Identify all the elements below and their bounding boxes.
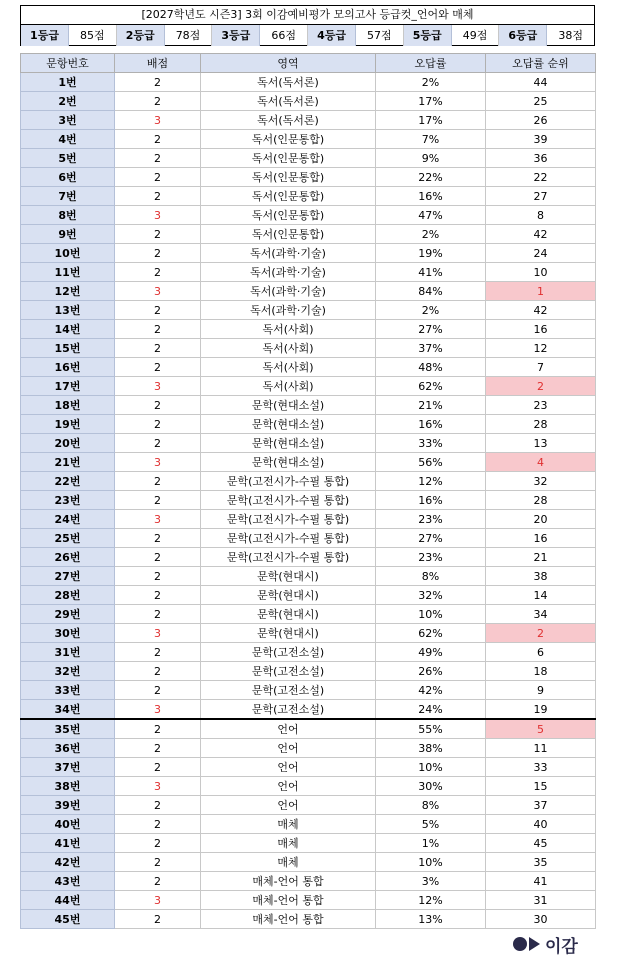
score-cell: 3	[115, 777, 201, 796]
table-row	[21, 187, 596, 206]
score-cell: 2	[115, 415, 201, 434]
area-cell: 매체-언어 통합	[201, 910, 376, 929]
table-row	[21, 815, 596, 834]
wrong-rate-rank-cell: 31	[486, 891, 596, 910]
table-row	[21, 700, 596, 720]
grade-cut-score: 85점	[69, 25, 117, 46]
wrong-rate-cell: 16%	[376, 187, 486, 206]
table-row	[21, 643, 596, 662]
grade-label: 5등급	[404, 25, 452, 46]
area-cell: 언어	[201, 758, 376, 777]
table-body	[21, 73, 596, 929]
table-row	[21, 567, 596, 586]
wrong-rate-rank-cell: 41	[486, 872, 596, 891]
question-number: 30번	[21, 624, 115, 643]
score-cell: 2	[115, 681, 201, 700]
table-row	[21, 111, 596, 130]
table-row	[21, 244, 596, 263]
table-row	[21, 739, 596, 758]
wrong-rate-rank-cell: 22	[486, 168, 596, 187]
question-number: 36번	[21, 739, 115, 758]
area-cell: 독서(인문통합)	[201, 225, 376, 244]
wrong-rate-rank-cell: 21	[486, 548, 596, 567]
score-cell: 2	[115, 73, 201, 92]
question-number: 3번	[21, 111, 115, 130]
area-cell: 언어	[201, 777, 376, 796]
grade-cut-score: 49점	[452, 25, 500, 46]
question-number: 24번	[21, 510, 115, 529]
area-cell: 독서(인문통합)	[201, 168, 376, 187]
score-cell: 2	[115, 225, 201, 244]
wrong-rate-rank-cell: 32	[486, 472, 596, 491]
wrong-rate-rank-cell: 6	[486, 643, 596, 662]
logo-triangle-icon	[529, 937, 540, 951]
wrong-rate-cell: 23%	[376, 548, 486, 567]
question-number: 26번	[21, 548, 115, 567]
table-row	[21, 472, 596, 491]
question-number: 8번	[21, 206, 115, 225]
table-row	[21, 681, 596, 700]
wrong-rate-rank-cell: 1	[486, 282, 596, 301]
table-row	[21, 339, 596, 358]
wrong-rate-cell: 3%	[376, 872, 486, 891]
wrong-rate-rank-cell: 23	[486, 396, 596, 415]
wrong-rate-rank-cell: 18	[486, 662, 596, 681]
question-number: 39번	[21, 796, 115, 815]
table-row	[21, 586, 596, 605]
area-cell: 독서(독서론)	[201, 111, 376, 130]
wrong-rate-cell: 17%	[376, 111, 486, 130]
wrong-rate-cell: 5%	[376, 815, 486, 834]
area-cell: 문학(현대시)	[201, 586, 376, 605]
wrong-rate-cell: 13%	[376, 910, 486, 929]
score-cell: 2	[115, 92, 201, 111]
wrong-rate-rank-cell: 36	[486, 149, 596, 168]
wrong-rate-rank-cell: 40	[486, 815, 596, 834]
wrong-rate-rank-cell: 15	[486, 777, 596, 796]
table-row	[21, 301, 596, 320]
wrong-rate-cell: 8%	[376, 567, 486, 586]
score-cell: 3	[115, 377, 201, 396]
wrong-rate-cell: 10%	[376, 853, 486, 872]
question-number: 44번	[21, 891, 115, 910]
wrong-rate-cell: 1%	[376, 834, 486, 853]
logo-text: 이감	[545, 936, 578, 957]
area-cell: 문학(고전소설)	[201, 662, 376, 681]
wrong-rate-rank-cell: 34	[486, 605, 596, 624]
question-number: 19번	[21, 415, 115, 434]
question-number: 45번	[21, 910, 115, 929]
question-number: 43번	[21, 872, 115, 891]
grade-cut-score: 66점	[260, 25, 308, 46]
grade-cut-score: 38점	[558, 29, 583, 42]
table-row	[21, 149, 596, 168]
table-header-row	[21, 54, 596, 73]
question-number: 25번	[21, 529, 115, 548]
table-row	[21, 872, 596, 891]
table-row	[21, 225, 596, 244]
wrong-rate-rank-cell: 9	[486, 681, 596, 700]
wrong-rate-cell: 37%	[376, 339, 486, 358]
area-cell: 문학(고전시가-수필 통합)	[201, 491, 376, 510]
score-cell: 2	[115, 244, 201, 263]
area-cell: 독서(사회)	[201, 339, 376, 358]
wrong-rate-rank-cell: 14	[486, 586, 596, 605]
wrong-rate-cell: 55%	[376, 719, 486, 739]
grade-label: 6등급	[499, 25, 547, 46]
score-cell: 3	[115, 624, 201, 643]
question-number: 23번	[21, 491, 115, 510]
wrong-rate-cell: 16%	[376, 491, 486, 510]
wrong-rate-rank-cell: 38	[486, 567, 596, 586]
table-row	[21, 73, 596, 92]
area-cell: 문학(고전시가-수필 통합)	[201, 472, 376, 491]
question-number: 27번	[21, 567, 115, 586]
score-cell: 2	[115, 643, 201, 662]
area-cell: 매체	[201, 815, 376, 834]
table-row	[21, 891, 596, 910]
wrong-rate-rank-cell: 7	[486, 358, 596, 377]
grade-cut-score: 78점	[165, 25, 213, 46]
wrong-rate-rank-cell: 27	[486, 187, 596, 206]
question-number: 41번	[21, 834, 115, 853]
score-cell: 2	[115, 739, 201, 758]
table-row	[21, 491, 596, 510]
question-number: 34번	[21, 700, 115, 720]
question-number: 12번	[21, 282, 115, 301]
question-number: 37번	[21, 758, 115, 777]
area-cell: 독서(사회)	[201, 377, 376, 396]
table-row	[21, 605, 596, 624]
score-cell: 2	[115, 320, 201, 339]
wrong-rate-cell: 16%	[376, 415, 486, 434]
table-row	[21, 719, 596, 739]
score-cell: 2	[115, 472, 201, 491]
score-cell: 2	[115, 187, 201, 206]
area-cell: 문학(현대시)	[201, 567, 376, 586]
question-number: 4번	[21, 130, 115, 149]
wrong-rate-cell: 27%	[376, 320, 486, 339]
wrong-rate-cell: 17%	[376, 92, 486, 111]
score-cell: 2	[115, 491, 201, 510]
question-number: 20번	[21, 434, 115, 453]
column-header: 배점	[115, 54, 201, 73]
question-number: 15번	[21, 339, 115, 358]
score-cell: 2	[115, 263, 201, 282]
area-cell: 문학(현대시)	[201, 624, 376, 643]
score-cell: 2	[115, 396, 201, 415]
logo-circle-icon	[513, 937, 527, 951]
question-number: 1번	[21, 73, 115, 92]
table-row	[21, 358, 596, 377]
table-row	[21, 796, 596, 815]
wrong-rate-rank-cell: 13	[486, 434, 596, 453]
grade-label: 3등급	[212, 25, 260, 46]
wrong-rate-cell: 24%	[376, 700, 486, 720]
table-row	[21, 662, 596, 681]
question-number: 42번	[21, 853, 115, 872]
wrong-rate-cell: 27%	[376, 529, 486, 548]
score-cell: 2	[115, 758, 201, 777]
wrong-rate-rank-cell: 11	[486, 739, 596, 758]
score-cell: 2	[115, 605, 201, 624]
score-cell: 2	[115, 168, 201, 187]
question-number: 28번	[21, 586, 115, 605]
wrong-rate-rank-cell: 26	[486, 111, 596, 130]
wrong-rate-rank-cell: 8	[486, 206, 596, 225]
question-number: 35번	[21, 719, 115, 739]
table-row	[21, 624, 596, 643]
wrong-rate-rank-cell: 30	[486, 910, 596, 929]
wrong-rate-rank-cell: 42	[486, 301, 596, 320]
wrong-rate-cell: 26%	[376, 662, 486, 681]
wrong-rate-cell: 22%	[376, 168, 486, 187]
score-cell: 2	[115, 910, 201, 929]
wrong-rate-cell: 62%	[376, 624, 486, 643]
area-cell: 언어	[201, 719, 376, 739]
table-row	[21, 548, 596, 567]
wrong-rate-cell: 30%	[376, 777, 486, 796]
table-row	[21, 92, 596, 111]
page-title: [2027학년도 시즌3] 3회 이감예비평가 모의고사 등급컷_언어와 매체	[21, 6, 594, 25]
score-cell: 3	[115, 282, 201, 301]
wrong-rate-cell: 41%	[376, 263, 486, 282]
area-cell: 독서(과학·기술)	[201, 244, 376, 263]
area-cell: 문학(현대소설)	[201, 453, 376, 472]
grade-cut-score: 57점	[356, 25, 404, 46]
table-row	[21, 910, 596, 929]
area-cell: 매체-언어 통합	[201, 891, 376, 910]
wrong-rate-rank-cell: 2	[486, 624, 596, 643]
question-number: 31번	[21, 643, 115, 662]
question-number: 17번	[21, 377, 115, 396]
table-row	[21, 320, 596, 339]
score-cell: 2	[115, 796, 201, 815]
question-number: 9번	[21, 225, 115, 244]
area-cell: 언어	[201, 796, 376, 815]
wrong-rate-cell: 23%	[376, 510, 486, 529]
wrong-rate-rank-cell: 16	[486, 529, 596, 548]
area-cell: 독서(인문통합)	[201, 187, 376, 206]
question-number: 2번	[21, 92, 115, 111]
wrong-rate-cell: 33%	[376, 434, 486, 453]
score-cell: 2	[115, 358, 201, 377]
wrong-rate-cell: 10%	[376, 605, 486, 624]
wrong-rate-cell: 10%	[376, 758, 486, 777]
wrong-rate-cell: 48%	[376, 358, 486, 377]
question-number: 29번	[21, 605, 115, 624]
wrong-rate-cell: 47%	[376, 206, 486, 225]
wrong-rate-cell: 56%	[376, 453, 486, 472]
area-cell: 매체	[201, 834, 376, 853]
table-row	[21, 453, 596, 472]
area-cell: 문학(고전소설)	[201, 700, 376, 720]
wrong-rate-rank-cell: 44	[486, 73, 596, 92]
wrong-rate-rank-cell: 39	[486, 130, 596, 149]
wrong-rate-rank-cell: 2	[486, 377, 596, 396]
wrong-rate-rank-cell: 25	[486, 92, 596, 111]
area-cell: 문학(현대소설)	[201, 415, 376, 434]
area-cell: 문학(고전소설)	[201, 643, 376, 662]
area-cell: 독서(사회)	[201, 320, 376, 339]
wrong-rate-rank-cell: 4	[486, 453, 596, 472]
wrong-rate-cell: 19%	[376, 244, 486, 263]
wrong-rate-cell: 84%	[376, 282, 486, 301]
grade-label: 1등급	[21, 25, 69, 46]
question-number: 32번	[21, 662, 115, 681]
grade-label: 4등급	[308, 25, 356, 46]
score-cell: 2	[115, 853, 201, 872]
wrong-rate-cell: 2%	[376, 301, 486, 320]
wrong-rate-rank-cell: 12	[486, 339, 596, 358]
wrong-rate-cell: 2%	[376, 225, 486, 244]
table-row	[21, 834, 596, 853]
question-number: 33번	[21, 681, 115, 700]
area-cell: 문학(고전시가-수필 통합)	[201, 510, 376, 529]
question-number: 18번	[21, 396, 115, 415]
question-number: 13번	[21, 301, 115, 320]
area-cell: 독서(인문통합)	[201, 206, 376, 225]
question-number: 7번	[21, 187, 115, 206]
table-row	[21, 777, 596, 796]
column-header: 영역	[201, 54, 376, 73]
score-cell: 2	[115, 662, 201, 681]
table-row	[21, 853, 596, 872]
question-stats-table	[20, 53, 596, 929]
area-cell: 독서(과학·기술)	[201, 263, 376, 282]
score-cell: 3	[115, 111, 201, 130]
wrong-rate-cell: 9%	[376, 149, 486, 168]
score-cell: 3	[115, 891, 201, 910]
wrong-rate-cell: 2%	[376, 73, 486, 92]
area-cell: 문학(현대소설)	[201, 396, 376, 415]
area-cell: 독서(인문통합)	[201, 130, 376, 149]
question-number: 21번	[21, 453, 115, 472]
wrong-rate-rank-cell: 35	[486, 853, 596, 872]
grade-label: 2등급	[117, 25, 165, 46]
igam-logo	[513, 934, 578, 957]
area-cell: 매체	[201, 853, 376, 872]
score-cell: 2	[115, 434, 201, 453]
area-cell: 독서(과학·기술)	[201, 301, 376, 320]
table-row	[21, 168, 596, 187]
wrong-rate-cell: 8%	[376, 796, 486, 815]
area-cell: 독서(독서론)	[201, 92, 376, 111]
question-number: 38번	[21, 777, 115, 796]
wrong-rate-rank-cell: 16	[486, 320, 596, 339]
wrong-rate-rank-cell: 20	[486, 510, 596, 529]
question-number: 14번	[21, 320, 115, 339]
column-header: 문항번호	[21, 54, 115, 73]
wrong-rate-cell: 12%	[376, 891, 486, 910]
area-cell: 문학(현대시)	[201, 605, 376, 624]
score-cell: 2	[115, 719, 201, 739]
wrong-rate-rank-cell: 45	[486, 834, 596, 853]
wrong-rate-cell: 12%	[376, 472, 486, 491]
area-cell: 독서(독서론)	[201, 73, 376, 92]
wrong-rate-rank-cell: 42	[486, 225, 596, 244]
question-number: 16번	[21, 358, 115, 377]
question-number: 22번	[21, 472, 115, 491]
wrong-rate-rank-cell: 10	[486, 263, 596, 282]
area-cell: 문학(고전소설)	[201, 681, 376, 700]
area-cell: 독서(사회)	[201, 358, 376, 377]
wrong-rate-cell: 21%	[376, 396, 486, 415]
score-cell: 3	[115, 206, 201, 225]
table-row	[21, 434, 596, 453]
table-row	[21, 415, 596, 434]
score-cell: 2	[115, 815, 201, 834]
wrong-rate-rank-cell: 24	[486, 244, 596, 263]
area-cell: 문학(고전시가-수필 통합)	[201, 529, 376, 548]
area-cell: 독서(과학·기술)	[201, 282, 376, 301]
wrong-rate-rank-cell: 37	[486, 796, 596, 815]
question-number: 11번	[21, 263, 115, 282]
area-cell: 매체-언어 통합	[201, 872, 376, 891]
question-number: 10번	[21, 244, 115, 263]
score-cell: 2	[115, 567, 201, 586]
score-cell: 2	[115, 834, 201, 853]
table-row	[21, 282, 596, 301]
table-row	[21, 206, 596, 225]
area-cell: 독서(인문통합)	[201, 149, 376, 168]
score-cell: 2	[115, 130, 201, 149]
wrong-rate-cell: 7%	[376, 130, 486, 149]
wrong-rate-cell: 42%	[376, 681, 486, 700]
wrong-rate-cell: 32%	[376, 586, 486, 605]
area-cell: 문학(현대소설)	[201, 434, 376, 453]
score-cell: 2	[115, 149, 201, 168]
area-cell: 언어	[201, 739, 376, 758]
wrong-rate-cell: 62%	[376, 377, 486, 396]
grade-cut-header	[20, 5, 595, 46]
score-cell: 2	[115, 586, 201, 605]
score-cell: 2	[115, 548, 201, 567]
table-row	[21, 510, 596, 529]
table-row	[21, 263, 596, 282]
score-cell: 3	[115, 700, 201, 720]
wrong-rate-cell: 49%	[376, 643, 486, 662]
table-row	[21, 377, 596, 396]
table-row	[21, 529, 596, 548]
score-cell: 2	[115, 872, 201, 891]
wrong-rate-rank-cell: 28	[486, 415, 596, 434]
question-number: 6번	[21, 168, 115, 187]
score-cell: 2	[115, 339, 201, 358]
question-number: 5번	[21, 149, 115, 168]
score-cell: 3	[115, 453, 201, 472]
wrong-rate-rank-cell: 19	[486, 700, 596, 720]
wrong-rate-rank-cell: 5	[486, 719, 596, 739]
score-cell: 2	[115, 529, 201, 548]
table-row	[21, 758, 596, 777]
wrong-rate-cell: 38%	[376, 739, 486, 758]
wrong-rate-rank-cell: 33	[486, 758, 596, 777]
column-header: 오답률	[376, 54, 486, 73]
score-cell: 2	[115, 301, 201, 320]
area-cell: 문학(고전시가-수필 통합)	[201, 548, 376, 567]
question-number: 40번	[21, 815, 115, 834]
table-row	[21, 396, 596, 415]
table-row	[21, 130, 596, 149]
grade-cut-row	[21, 25, 594, 46]
score-cell: 3	[115, 510, 201, 529]
column-header: 오답률 순위	[486, 54, 596, 73]
wrong-rate-rank-cell: 28	[486, 491, 596, 510]
